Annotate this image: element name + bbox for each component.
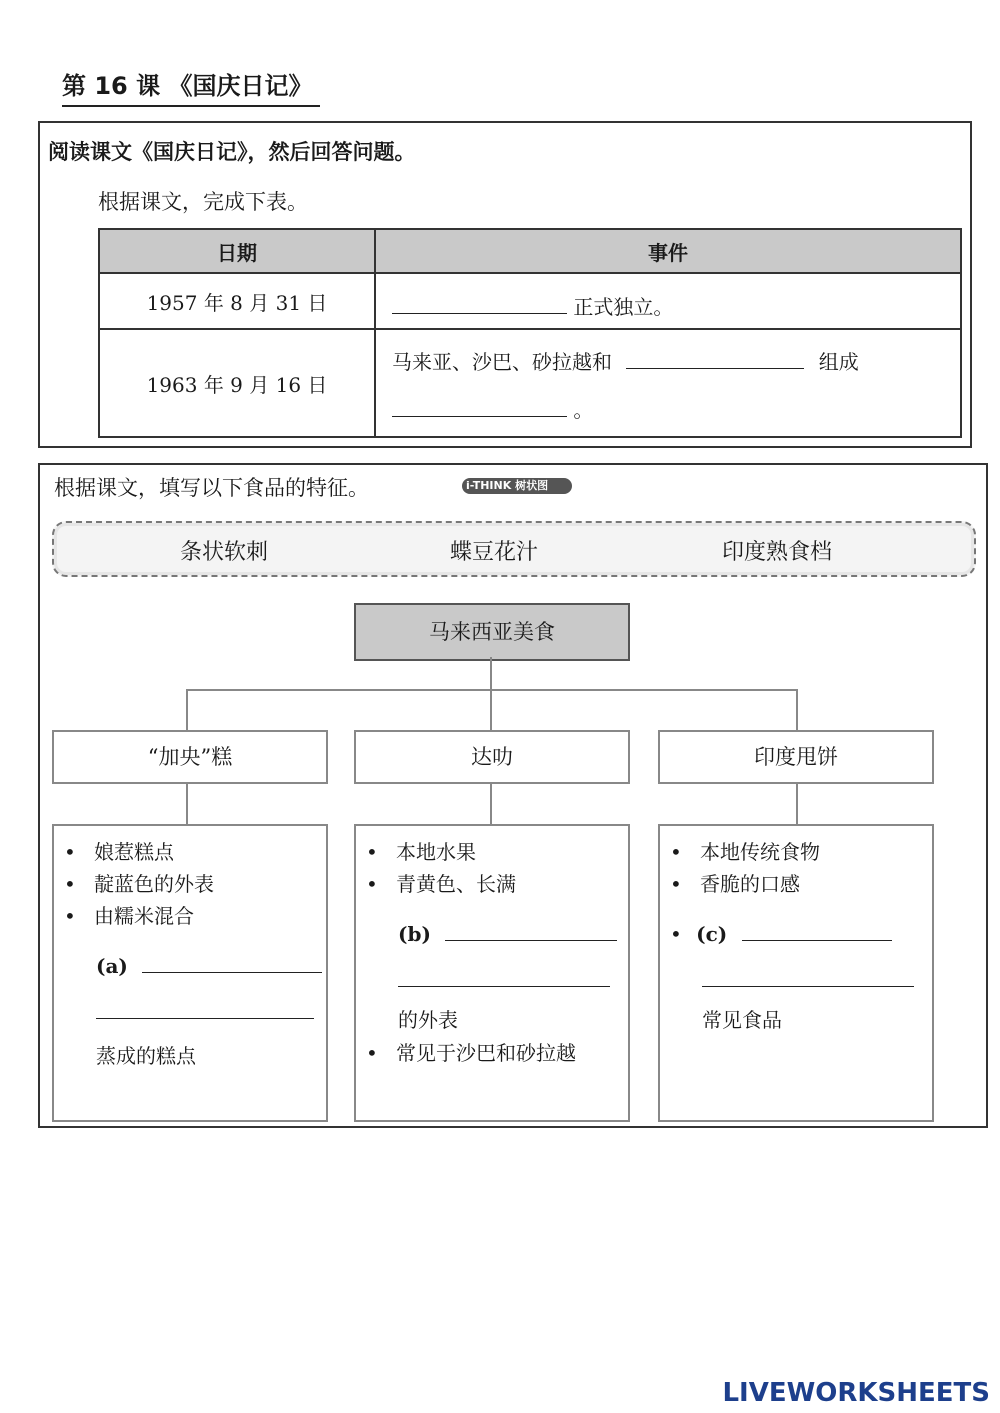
answer-blank-1[interactable] — [392, 295, 567, 314]
answer-blank-c1[interactable] — [742, 922, 892, 941]
bullet-icon: • — [670, 922, 682, 946]
section1-instruction: 阅读课文《国庆日记》，然后回答问题。 — [48, 140, 416, 164]
category-tarap: 达叻 — [354, 730, 630, 784]
row1-event — [375, 273, 961, 329]
detail-roti-canai — [658, 824, 934, 1122]
table-row — [99, 329, 961, 437]
answer-blank-a2[interactable] — [96, 1000, 314, 1019]
connector — [490, 657, 492, 690]
word-bank-item[interactable]: 条状软刺 — [180, 540, 269, 565]
connector — [796, 689, 798, 730]
detail-tarap — [354, 824, 630, 1122]
list-item: • 常见于沙巴和砂拉越 — [356, 1037, 628, 1069]
answer-blank-c2[interactable] — [702, 968, 914, 987]
list-item: • 香脆的口感 — [660, 868, 932, 900]
date-event-table — [98, 228, 962, 438]
connector — [186, 689, 188, 730]
list-item: • 青黄色、长满 — [356, 868, 628, 900]
detail-kuih-after: 蒸成的糕点 — [96, 1044, 196, 1068]
row2-event-text2: 组成 — [818, 349, 859, 374]
list-item: • 娘惹糕点 — [54, 836, 326, 868]
header-date: 日期 — [99, 229, 375, 273]
list-item: • 本地传统食物 — [660, 836, 932, 868]
row2-event-text3: 。 — [573, 397, 594, 422]
category-roti-canai: 印度甩饼 — [658, 730, 934, 784]
table-header-row — [99, 229, 961, 273]
word-bank-item[interactable]: 蝶豆花汁 — [450, 540, 539, 565]
section2-instruction: 根据课文，填写以下食品的特征。 — [54, 476, 369, 500]
answer-blank-b2[interactable] — [398, 968, 610, 987]
liveworksheets-logo: LIVEWORKSHEETS — [722, 1378, 990, 1408]
table-row — [99, 273, 961, 329]
detail-roti-canai-after: 常见食品 — [702, 1008, 782, 1032]
question-label-a: (a) — [96, 954, 128, 978]
row1-event-text: 正式独立。 — [573, 294, 674, 319]
list-item: • 靛蓝色的外表 — [54, 868, 326, 900]
category-kuih: “加央”糕 — [52, 730, 328, 784]
page-title: 第 16 课 《国庆日记》 — [62, 66, 320, 107]
connector — [490, 782, 492, 824]
detail-kuih — [52, 824, 328, 1122]
answer-blank-3[interactable] — [392, 398, 567, 417]
question-label-c: (c) — [696, 922, 728, 946]
row2-date: 1963 年 9 月 16 日 — [99, 329, 375, 437]
answer-blank-a1[interactable] — [142, 954, 322, 973]
row2-event-text1: 马来亚、沙巴、砂拉越和 — [392, 349, 612, 374]
word-bank-item[interactable]: 印度熟食档 — [722, 540, 833, 565]
connector — [186, 689, 798, 691]
list-item: • 本地水果 — [356, 836, 628, 868]
connector — [490, 689, 492, 730]
tree-root: 马来西亚美食 — [354, 603, 630, 661]
connector — [186, 782, 188, 824]
list-item: • 由糯米混合 — [54, 900, 326, 932]
word-bank — [52, 521, 976, 577]
header-event: 事件 — [375, 229, 961, 273]
ithink-badge: i-THINK 树状图 — [462, 478, 572, 494]
answer-blank-2[interactable] — [626, 350, 804, 369]
detail-tarap-after: 的外表 — [398, 1008, 458, 1032]
row1-date: 1957 年 8 月 31 日 — [99, 273, 375, 329]
connector — [796, 782, 798, 824]
question-label-b: (b) — [398, 922, 431, 946]
row2-event — [375, 329, 961, 437]
answer-blank-b1[interactable] — [445, 922, 617, 941]
section1-subinstruction: 根据课文，完成下表。 — [98, 190, 308, 214]
